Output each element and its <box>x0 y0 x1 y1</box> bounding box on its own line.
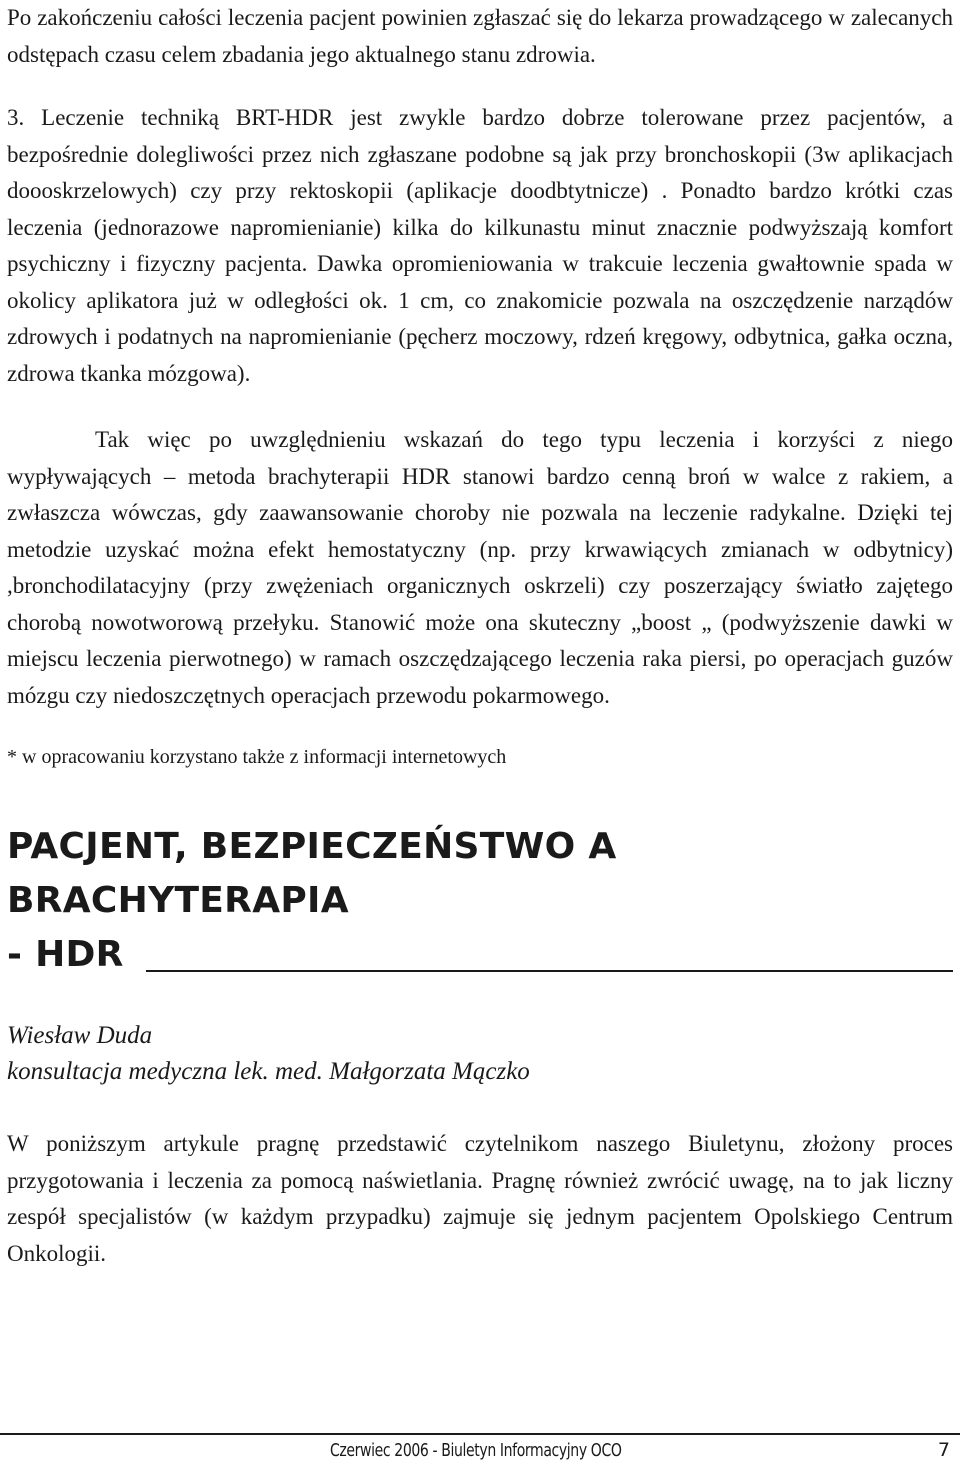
footer-page-number: 7 <box>937 1439 950 1461</box>
section-heading <box>7 820 953 982</box>
document-page <box>7 0 953 1272</box>
author-name: Wiesław Duda <box>7 1022 153 1049</box>
footer-divider <box>0 1433 960 1435</box>
section-heading-line1: PACJENT, BEZPIECZEŃSTWO A BRACHYTERAPIA <box>7 826 617 921</box>
section-heading-line2: - HDR <box>7 934 124 975</box>
paragraph-follow-up: Po zakończeniu całości leczenia pacjent powinien zgłaszać się do lekarza prowadzącego w zalecanych odstępach czasu celem zbadania jego aktualnego stanu zdrowia. <box>7 5 953 67</box>
paragraph-tolerance: 3. Leczenie techniką BRT-HDR jest zwykle bardzo dobrze tolerowane przez pacjentów, a bezpośrednie dolegliwości przez nich zgłaszane podobne są jak przy bronchoskopii (3w aplikacjach doooskrzelowych) czy przy rektoskopii (aplikacje doodbtytnicze) . Ponadto bardzo krótki czas leczenia (jednorazowe napromienianie) kilka do kilkunastu minut znacznie podwyższają komfort psychiczny i fizyczny pacjenta. Dawka opromieniowania w trakcuie leczenia gwałtownie spada w okolicy aplikatora już w odległości ok. 1 cm, co znakomicie pozwala na oszczędzenie narządów zdrowych i podatnych na napromienianie (pęcherz moczowy, rdzeń kręgowy, odbytnica, gałka oczna, zdrowa tkanka mózgowa). <box>7 105 953 386</box>
paragraph-summary: Tak więc po uwzględnieniu wskazań do tego typu leczenia i korzyści z niego wypływających – metoda brachyterapii HDR stanowi bardzo cenną broń w walce z rakiem, a zwłaszcza wówczas, gdy zaawansowanie choroby nie pozwala na leczenie radykalne. Dzięki tej metodzie uzyskać można efekt hemostatyczny (np. przy krwawiących zmianach w odbytnicy) ,bronchodilatacyjny (przy zwężeniach organicznych oskrzeli) czy poszerzający światło zajętego chorobą nowotworową przełyku. Stanowić może ona skuteczny „boost „ (podwyższenie dawki w miejscu leczenia pierwotnego) w ramach oszczędzającego leczenia raka piersi, po operacjach guzów mózgu czy niedoszczętnych operacjach przewodu pokarmowego. <box>7 427 953 708</box>
medical-consultant: konsultacja medyczna lek. med. Małgorzata Mączko <box>7 1058 530 1085</box>
footnote: * w opracowaniu korzystano także z informacji internetowych <box>7 746 507 768</box>
author-block <box>7 1018 953 1090</box>
heading-underline <box>146 970 953 972</box>
section-heading-line2-wrap <box>7 928 953 982</box>
footer-publication: Czerwiec 2006 - Biuletyn Informacyjny OCO <box>330 1440 622 1461</box>
article-intro: W poniższym artykule pragnę przedstawić czytelnikom naszego Biuletynu, złożony proces przygotowania i leczenia za pomocą naświetlania. Pragnę również zwrócić uwagę, na to jak liczny zespół specjalistów (w każdym przypadku) zajmuje się jednym pacjentem Opolskiego Centrum Onkologii. <box>7 1131 953 1266</box>
